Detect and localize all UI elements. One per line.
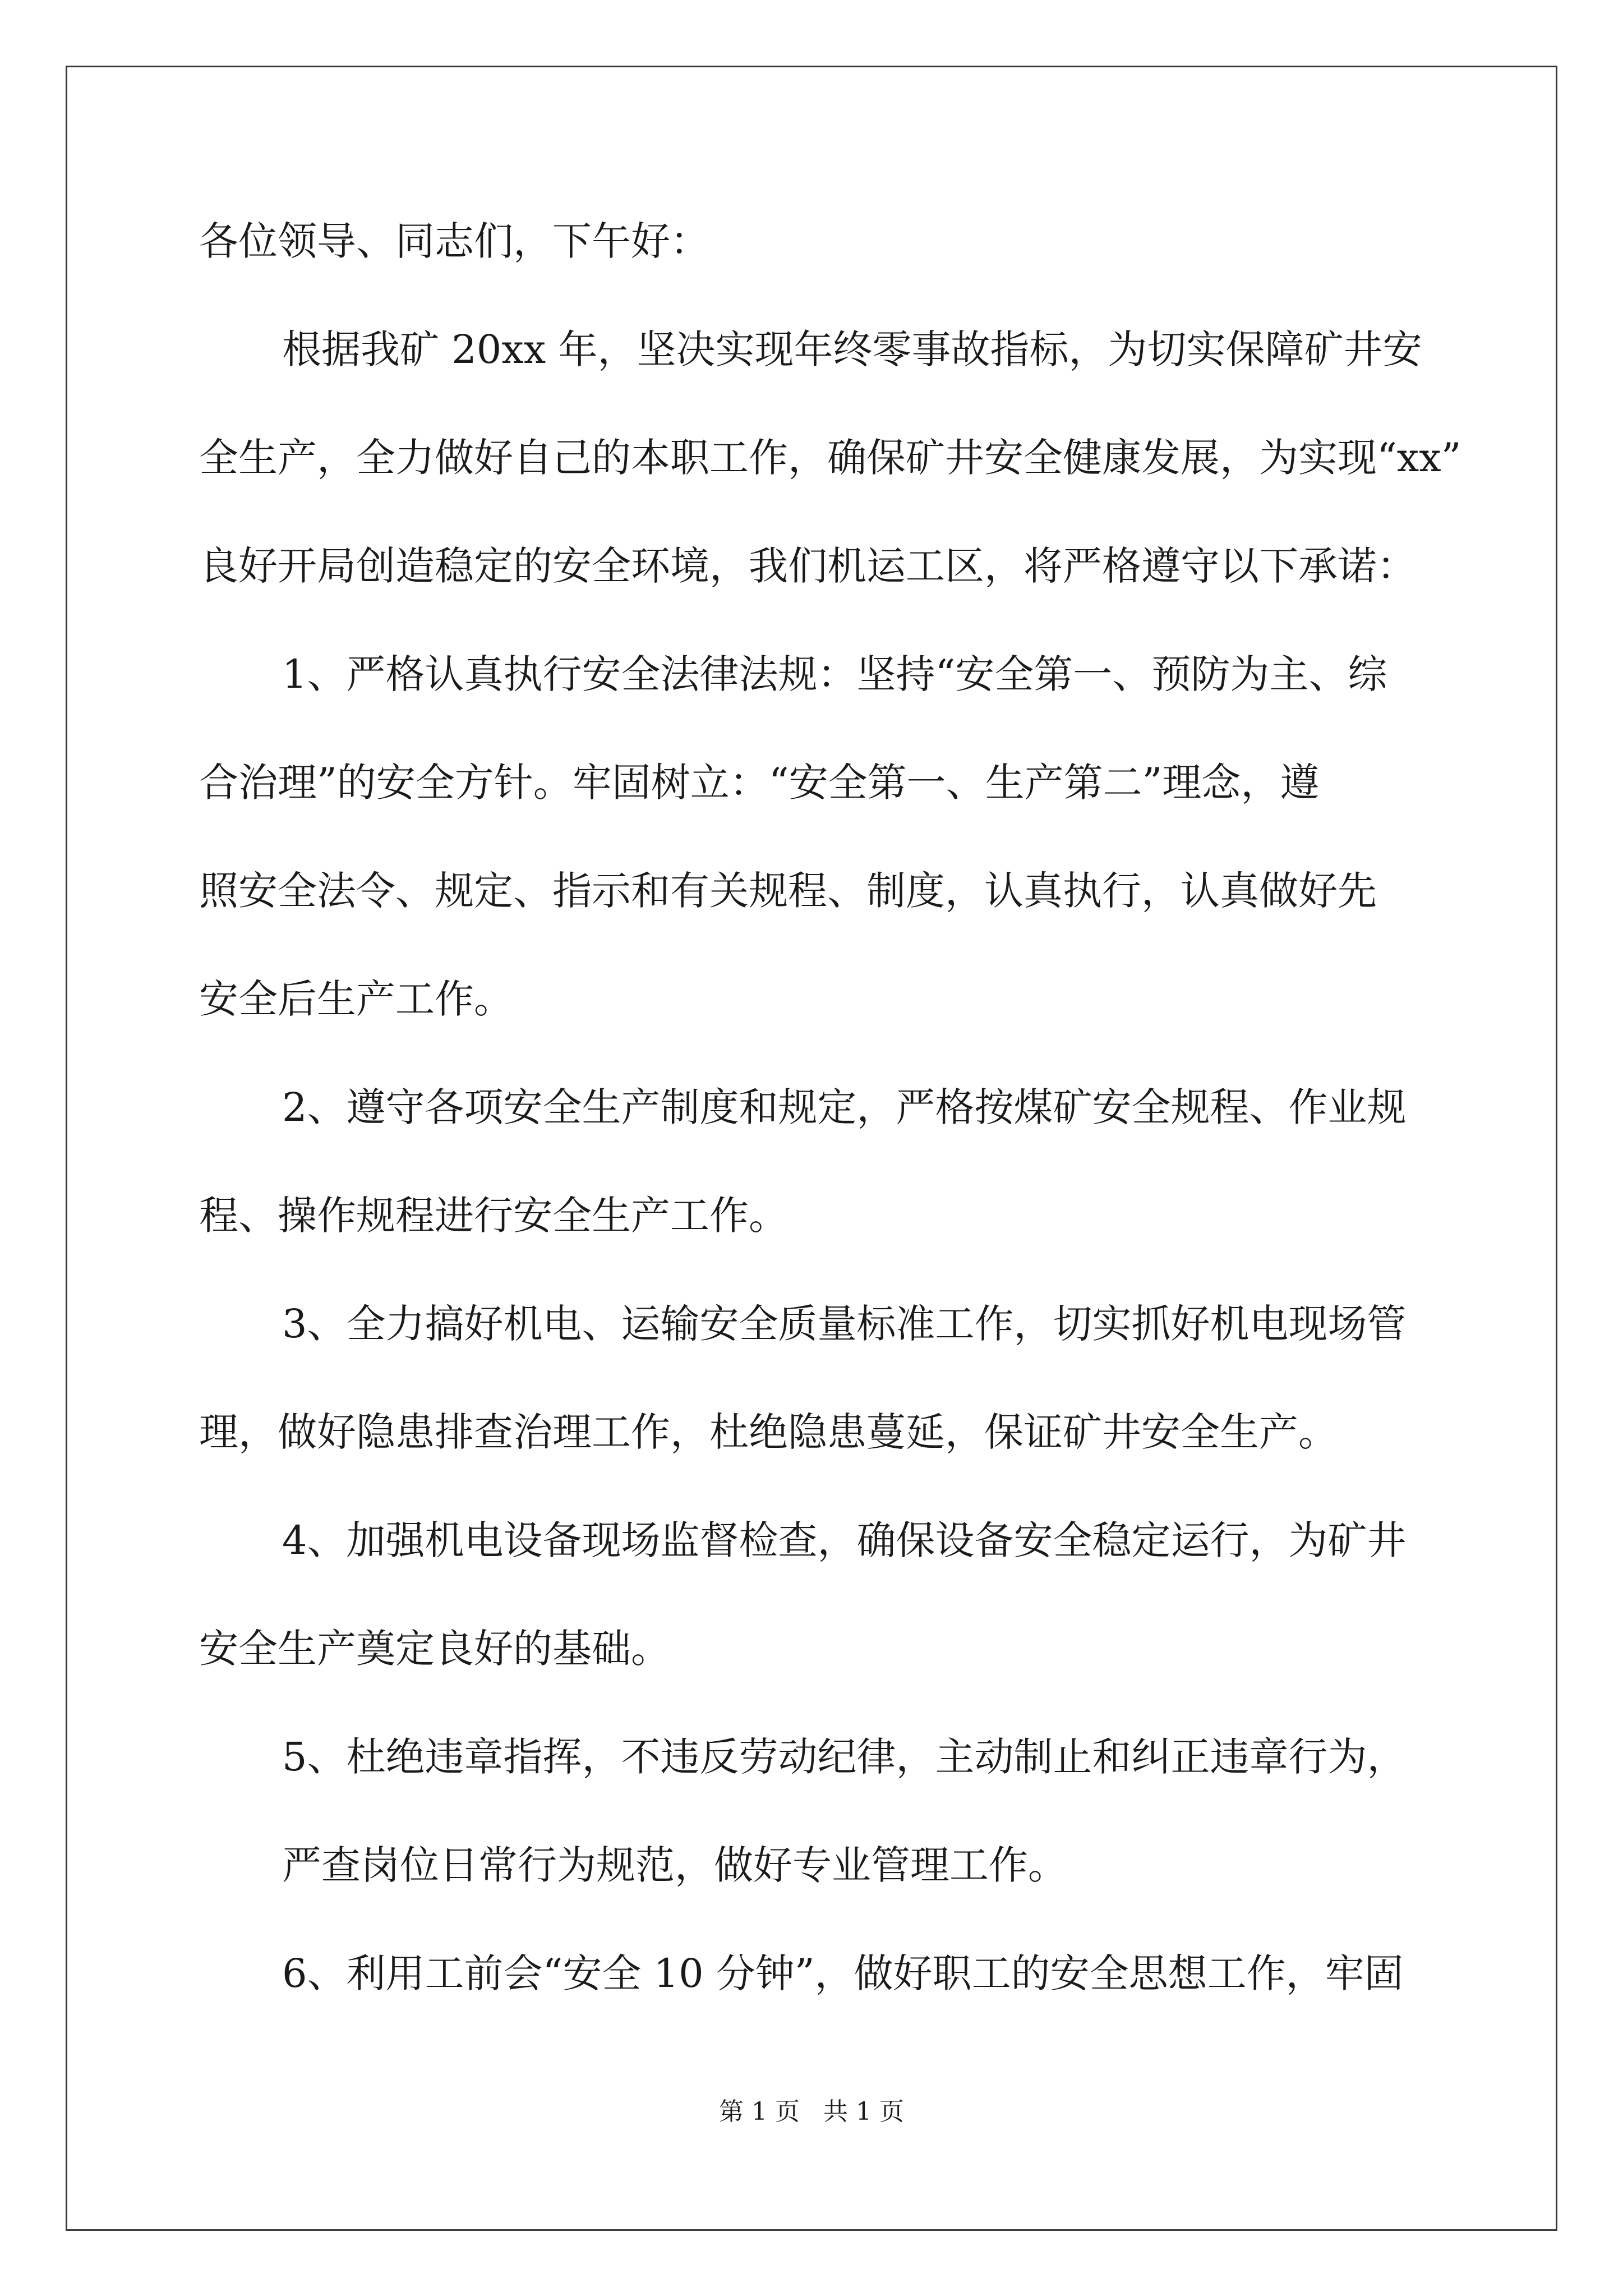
paragraph-line: 1、严格认真执行安全法律法规：坚持“安全第一、预防为主、综 bbox=[282, 651, 1387, 697]
paragraph-line: 理，做好隐患排查治理工作，杜绝隐患蔓延，保证矿井安全生产。 bbox=[199, 1409, 1338, 1455]
paragraph-line: 全生产，全力做好自己的本职工作，确保矿井安全健康发展，为实现“xx” bbox=[199, 435, 1461, 481]
paragraph-line: 照安全法令、规定、指示和有关规程、制度，认真执行，认真做好先 bbox=[199, 868, 1377, 914]
paragraph-line: 2、遵守各项安全生产制度和规定，严格按煤矿安全规程、作业规 bbox=[282, 1084, 1407, 1130]
paragraph-line: 安全生产奠定良好的基础。 bbox=[199, 1626, 670, 1672]
paragraph-line: 合治理”的安全方针。牢固树立：“安全第一、生产第二”理念，遵 bbox=[199, 760, 1320, 806]
paragraph-line: 3、全力搞好机电、运输安全质量标准工作，切实抓好机电现场管 bbox=[282, 1301, 1407, 1347]
paragraph-line: 严查岗位日常行为规范，做好专业管理工作。 bbox=[282, 1842, 1067, 1888]
paragraph-line: 根据我矿 20xx 年，坚决实现年终零事故指标，为切实保障矿井安 bbox=[282, 326, 1422, 372]
paragraph-line: 良好开局创造稳定的安全环境，我们机运工区，将严格遵守以下承诺： bbox=[199, 543, 1416, 589]
paragraph-line: 程、操作规程进行安全生产工作。 bbox=[199, 1193, 788, 1239]
paragraph-line: 安全后生产工作。 bbox=[199, 976, 513, 1022]
page-number: 第 1 页 bbox=[719, 2097, 800, 2126]
page-border bbox=[66, 66, 1557, 2231]
paragraph-line: 5、杜绝违章指挥，不违反劳动纪律，主动制止和纠正违章行为， bbox=[282, 1734, 1407, 1780]
greeting-line: 各位领导、同志们，下午好： bbox=[199, 218, 709, 264]
page-footer bbox=[0, 2095, 1623, 2129]
paragraph-line: 6、利用工前会“安全 10 分钟”，做好职工的安全思想工作，牢固 bbox=[282, 1950, 1404, 1996]
page-total: 共 1 页 bbox=[823, 2097, 904, 2126]
paragraph-line: 4、加强机电设备现场监督检查，确保设备安全稳定运行，为矿井 bbox=[282, 1517, 1407, 1563]
